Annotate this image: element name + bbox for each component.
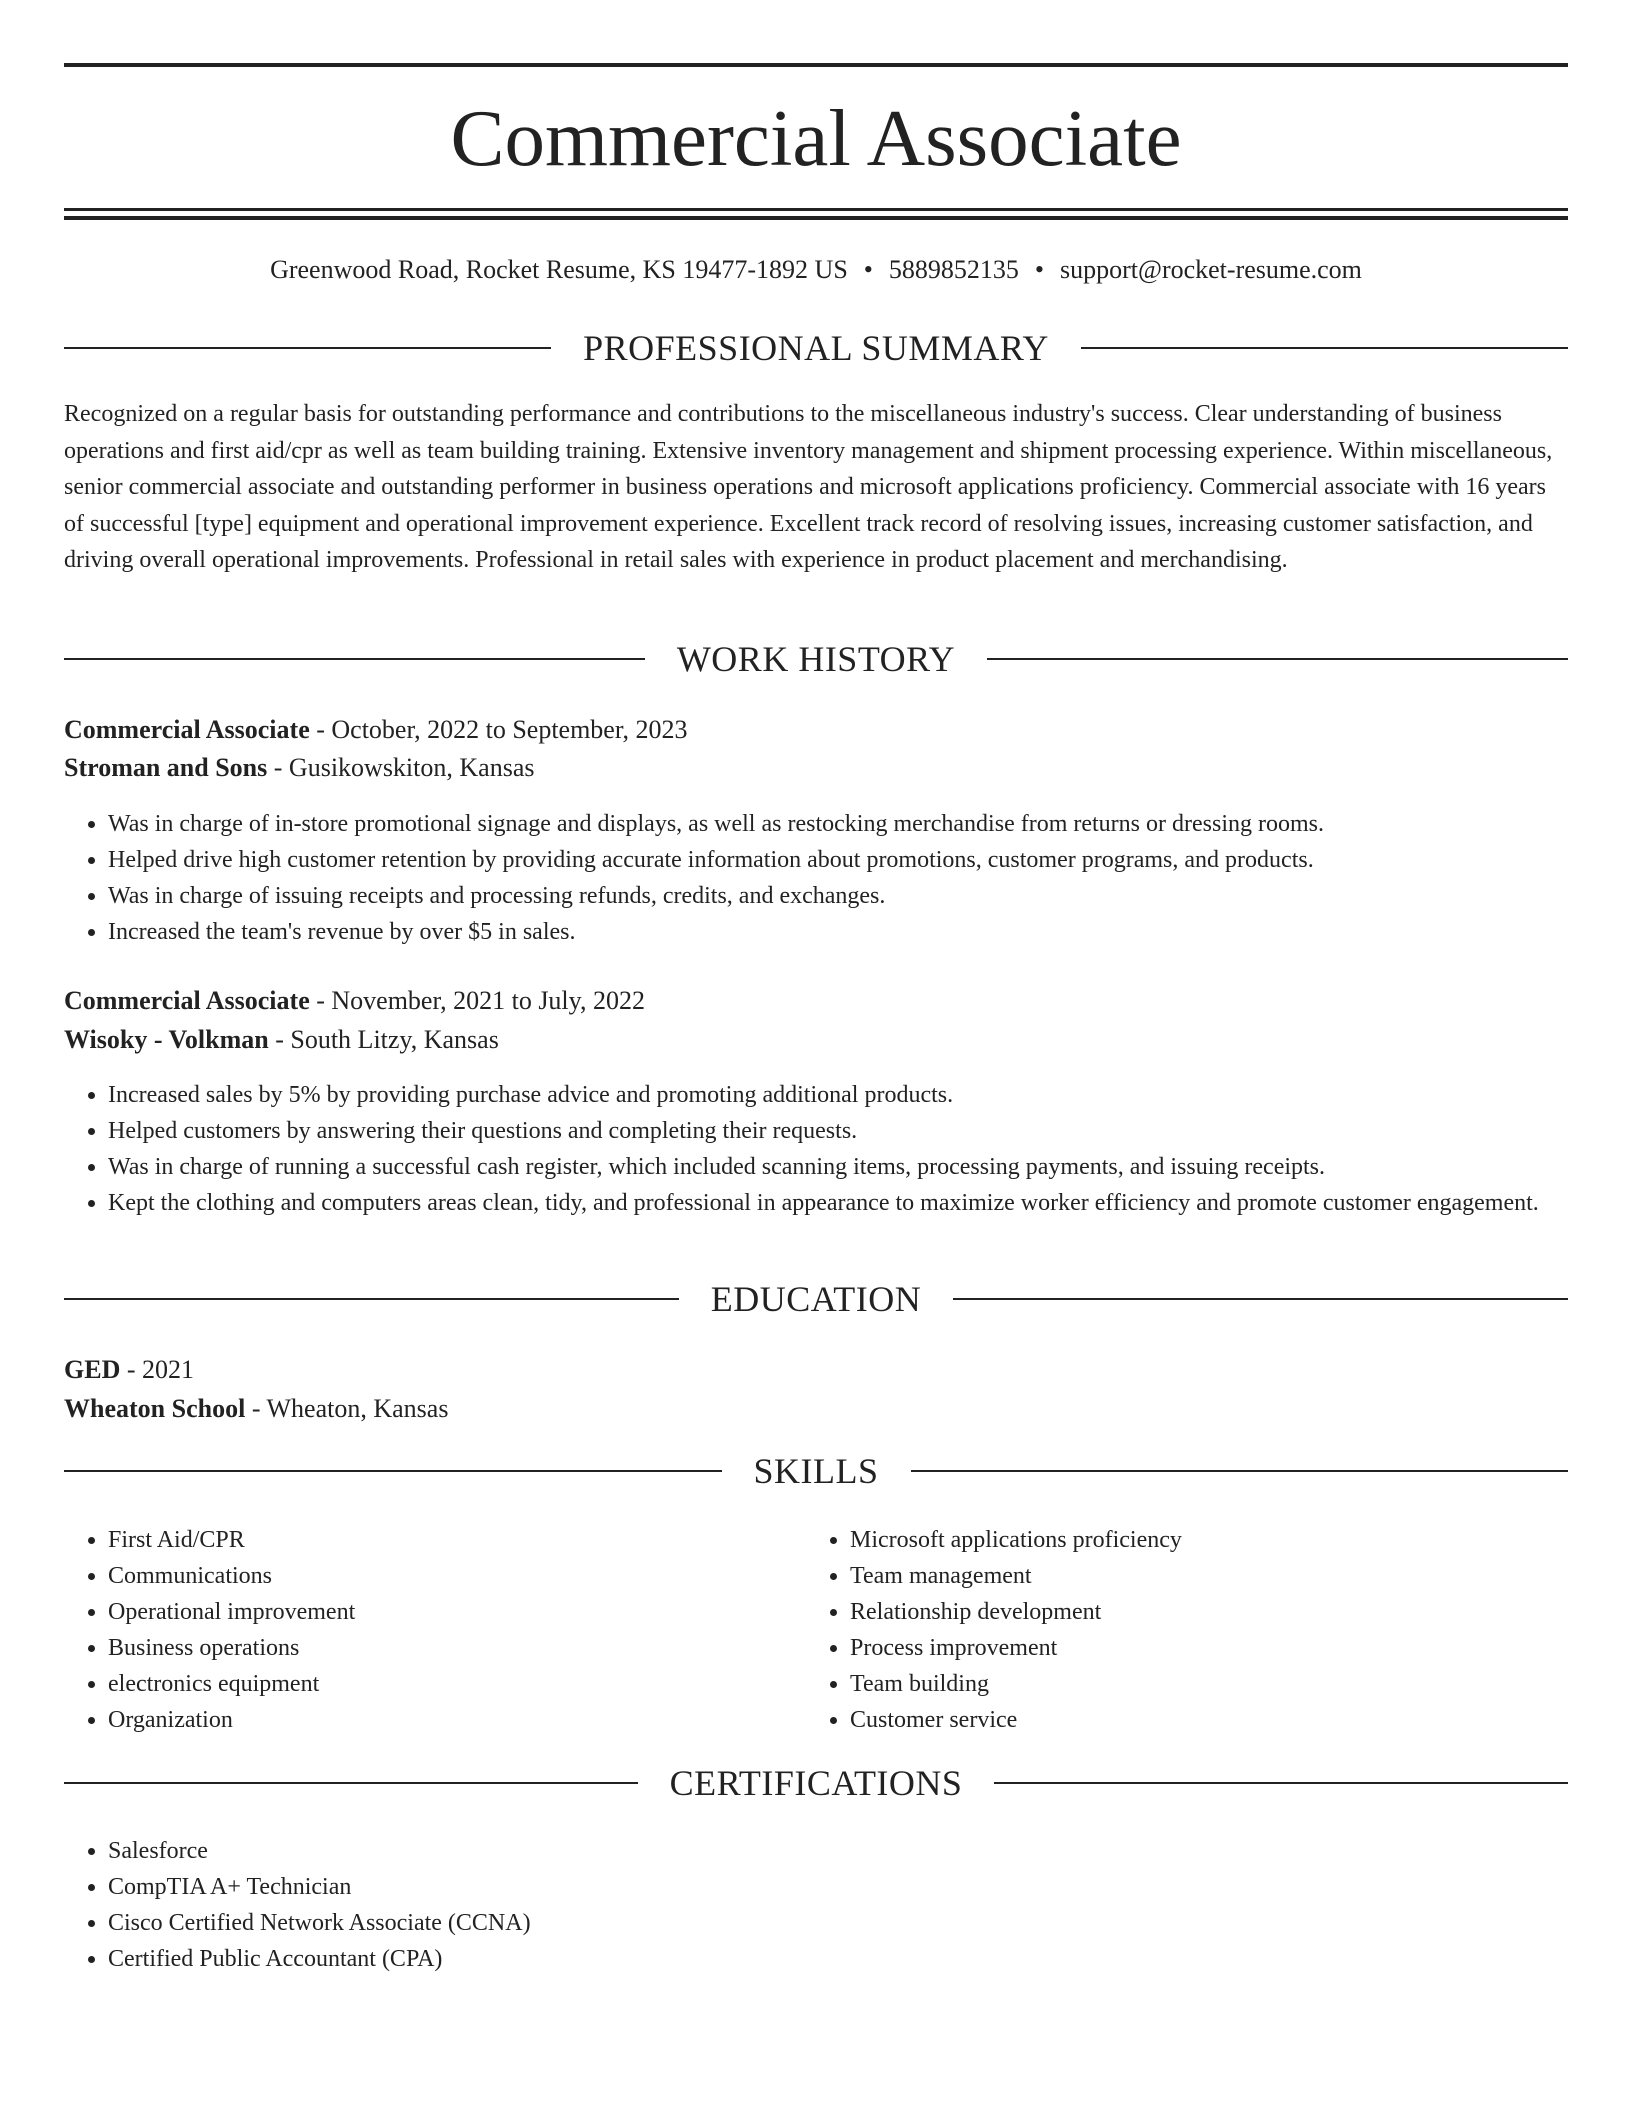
- job-company-line: [64, 1022, 1568, 1058]
- divider-line: [64, 1298, 679, 1300]
- skill-item: • Business operations: [108, 1630, 798, 1666]
- page-title: Commercial Associate: [450, 93, 1182, 183]
- company-name: Stroman and Sons: [64, 753, 268, 782]
- skill-item: • Process improvement: [850, 1630, 1610, 1666]
- skills-list-left: [64, 1522, 798, 1738]
- section-header-skills: [64, 1449, 1568, 1493]
- list-item: • Was in charge of running a successful cash register, which included scanning items, processing payments, and issuing receipts.: [108, 1149, 1568, 1185]
- address: Greenwood Road, Rocket Resume, KS 19477-1892 US: [270, 255, 848, 284]
- job-title-line: [64, 712, 1568, 748]
- job-bullets: [64, 1077, 1568, 1221]
- list-item: • Was in charge of issuing receipts and processing refunds, credits, and exchanges.: [108, 878, 1568, 914]
- skill-item: • electronics equipment: [108, 1666, 798, 1702]
- section-header-education: [64, 1277, 1568, 1321]
- degree: GED: [64, 1355, 121, 1384]
- section-title: EDUCATION: [710, 1279, 922, 1319]
- skill-item: • Relationship development: [850, 1594, 1610, 1630]
- list-item: • Was in charge of in-store promotional signage and displays, as well as restocking merchandise from returns or dressing rooms.: [108, 806, 1568, 842]
- divider-line: [953, 1298, 1568, 1300]
- certification-item: • Cisco Certified Network Associate (CCNA): [108, 1905, 1568, 1941]
- school-location: - Wheaton, Kansas: [245, 1394, 449, 1423]
- separator-dot: •: [863, 255, 873, 284]
- job-bullets: [64, 806, 1568, 950]
- certification-item: • Salesforce: [108, 1833, 1568, 1869]
- skill-item: • First Aid/CPR: [108, 1522, 798, 1558]
- section-title: SKILLS: [753, 1451, 879, 1491]
- job-title: Commercial Associate: [64, 715, 310, 744]
- list-item: • Increased sales by 5% by providing purchase advice and promoting additional products.: [108, 1077, 1568, 1113]
- skill-item: • Microsoft applications proficiency: [850, 1522, 1610, 1558]
- list-item: • Helped customers by answering their questions and completing their requests.: [108, 1113, 1568, 1149]
- section-title: WORK HISTORY: [676, 639, 956, 679]
- certifications-list: [64, 1833, 1568, 1977]
- phone: 5889852135: [888, 255, 1019, 284]
- section-title: PROFESSIONAL SUMMARY: [583, 328, 1049, 368]
- list-item: • Helped drive high customer retention by providing accurate information about promotions, customer programs, and products.: [108, 842, 1568, 878]
- section-header-summary: [64, 326, 1568, 370]
- degree-line: [64, 1352, 1568, 1388]
- section-header-certifications: [64, 1761, 1568, 1805]
- list-item: • Increased the team's revenue by over $5 in sales.: [108, 914, 1568, 950]
- divider-line: [64, 1782, 638, 1784]
- section-header-work: [64, 637, 1568, 681]
- divider-line: [1081, 347, 1568, 349]
- graduation-year: - 2021: [120, 1355, 195, 1384]
- email-link[interactable]: support@rocket-resume.com: [1060, 255, 1362, 284]
- job-title-line: [64, 983, 1568, 1019]
- divider-line: [64, 1470, 722, 1472]
- contact-line: [64, 252, 1568, 288]
- company-location: - South Litzy, Kansas: [268, 1025, 499, 1054]
- separator-dot: •: [1034, 255, 1044, 284]
- skill-item: • Team building: [850, 1666, 1610, 1702]
- skill-item: • Communications: [108, 1558, 798, 1594]
- divider-line: [64, 347, 551, 349]
- summary-text: Recognized on a regular basis for outstanding performance and contributions to the miscellaneous industry's success. Clear understanding of business operations and first aid/cpr as well as team building training. Extensive inventory management and shipment processing experience. Within miscellaneous, senior commercial associate and outstanding performer in business operations and microsoft applications proficiency. Commercial associate with 16 years of successful [type] equipment and operational improvement experience. Excellent track record of resolving issues, increasing customer satisfaction, and driving overall operational improvements. Professional in retail sales with experience in product placement and merchandising.: [64, 401, 1553, 573]
- skill-item: • Team management: [850, 1558, 1610, 1594]
- school-name: Wheaton School: [64, 1394, 246, 1423]
- section-title: CERTIFICATIONS: [669, 1763, 963, 1803]
- skill-item: • Operational improvement: [108, 1594, 798, 1630]
- double-rule: [64, 208, 1568, 220]
- divider-line: [987, 658, 1568, 660]
- company-location: - Gusikowskiton, Kansas: [267, 753, 535, 782]
- job-company-line: [64, 750, 1568, 786]
- job-dates: - November, 2021 to July, 2022: [309, 986, 645, 1015]
- divider-line: [994, 1782, 1568, 1784]
- divider-line: [64, 658, 645, 660]
- top-rule: [64, 63, 1568, 67]
- skills-list-right: [806, 1522, 1610, 1738]
- job-dates: - October, 2022 to September, 2023: [309, 715, 688, 744]
- skill-item: • Customer service: [850, 1702, 1610, 1738]
- skill-item: • Organization: [108, 1702, 798, 1738]
- divider-line: [911, 1470, 1569, 1472]
- company-name: Wisoky - Volkman: [64, 1025, 269, 1054]
- school-line: [64, 1391, 1568, 1427]
- certification-item: • Certified Public Accountant (CPA): [108, 1941, 1568, 1977]
- list-item: • Kept the clothing and computers areas clean, tidy, and professional in appearance to maximize worker efficiency and promote customer engagement.: [108, 1185, 1568, 1221]
- job-title: Commercial Associate: [64, 986, 310, 1015]
- certification-item: • CompTIA A+ Technician: [108, 1869, 1568, 1905]
